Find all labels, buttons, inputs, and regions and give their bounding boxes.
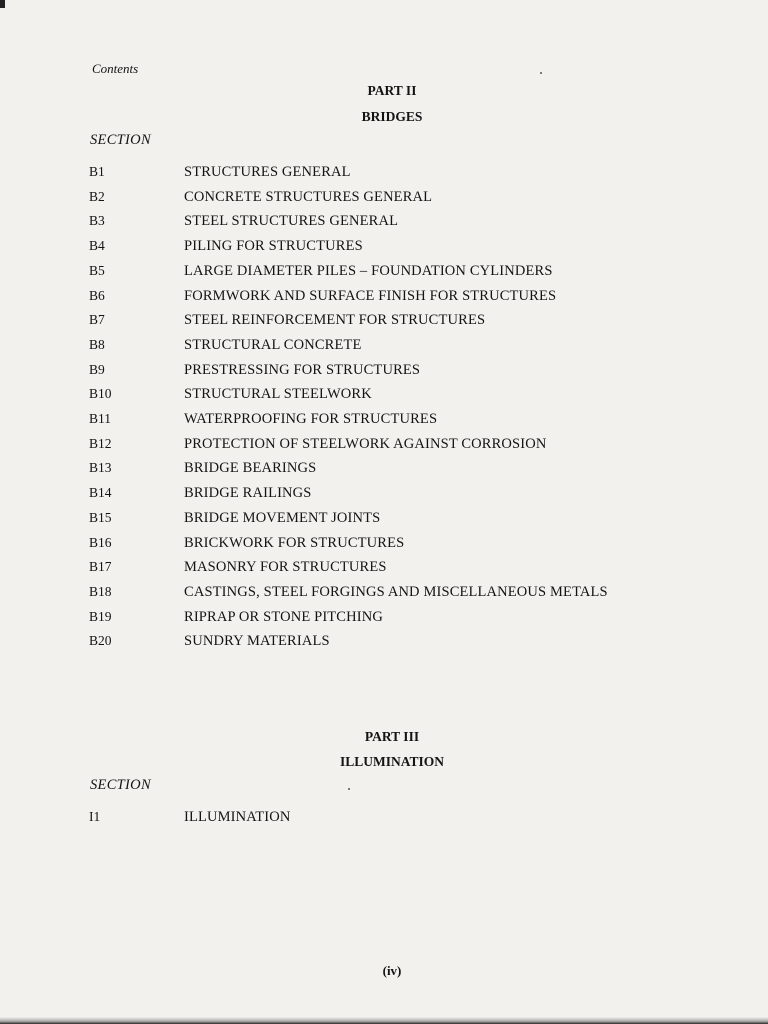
part-iii-subheading: ILLUMINATION bbox=[339, 754, 444, 769]
section-title: CONCRETE STRUCTURES GENERAL bbox=[184, 188, 433, 205]
toc-entry bbox=[0, 386, 768, 408]
section-title: STRUCTURES GENERAL bbox=[184, 164, 351, 180]
section-code: B8 bbox=[89, 336, 105, 352]
part-ii-subheading: BRIDGES bbox=[361, 109, 423, 124]
section-code: B15 bbox=[89, 509, 112, 525]
toc-entry bbox=[0, 288, 768, 310]
section-title: LARGE DIAMETER PILES – FOUNDATION CYLINDERS bbox=[184, 262, 553, 279]
toc-entry bbox=[0, 164, 768, 186]
toc-entry bbox=[0, 809, 768, 831]
toc-entry bbox=[0, 510, 768, 532]
section-title: PRESTRESSING FOR STRUCTURES bbox=[184, 361, 421, 378]
section-title: BRIDGE BEARINGS bbox=[184, 460, 317, 477]
toc-entry bbox=[0, 535, 768, 557]
section-title: WATERPROOFING FOR STRUCTURES bbox=[184, 411, 438, 427]
section-code: B7 bbox=[89, 312, 105, 328]
section-title: STEEL REINFORCEMENT FOR STRUCTURES bbox=[184, 312, 486, 329]
part-iii-heading: PART III bbox=[364, 729, 420, 744]
toc-entry bbox=[0, 584, 768, 606]
section-code: B2 bbox=[89, 188, 105, 204]
section-code: B19 bbox=[89, 608, 112, 624]
toc-entry bbox=[0, 213, 768, 235]
part-ii-heading: PART II bbox=[367, 83, 417, 98]
scan-speck bbox=[540, 72, 542, 74]
section-title: BRIDGE RAILINGS bbox=[184, 485, 312, 502]
section-title: ILLUMINATION bbox=[184, 809, 291, 825]
section-title: MASONRY FOR STRUCTURES bbox=[184, 559, 387, 576]
page-number: (iv) bbox=[382, 963, 402, 978]
running-head: Contents bbox=[92, 61, 139, 76]
toc-entry bbox=[0, 312, 768, 334]
scan-speck bbox=[348, 788, 350, 790]
toc-entry bbox=[0, 485, 768, 507]
toc-entry bbox=[0, 362, 768, 384]
toc-entry bbox=[0, 337, 768, 359]
section-code: B18 bbox=[89, 583, 112, 599]
section-code: B5 bbox=[89, 262, 105, 278]
section-title: PILING FOR STRUCTURES bbox=[184, 238, 363, 255]
section-title: RIPRAP OR STONE PITCHING bbox=[184, 608, 383, 625]
section-title: BRIDGE MOVEMENT JOINTS bbox=[184, 509, 381, 526]
section-code: B13 bbox=[89, 460, 112, 476]
section-title: CASTINGS, STEEL FORGINGS AND MISCELLANEOUS METALS bbox=[184, 583, 608, 600]
section-code: B11 bbox=[89, 411, 112, 426]
section-title: BRICKWORK FOR STRUCTURES bbox=[184, 534, 405, 551]
section-code: B3 bbox=[89, 213, 105, 229]
toc-entry bbox=[0, 633, 768, 655]
section-code: B14 bbox=[89, 485, 112, 501]
section-title: STRUCTURAL CONCRETE bbox=[184, 336, 362, 353]
scan-mark bbox=[0, 0, 5, 8]
section-code: B16 bbox=[89, 534, 112, 550]
section-code: B1 bbox=[89, 164, 105, 179]
section-title: SUNDRY MATERIALS bbox=[184, 633, 330, 650]
section-code: B6 bbox=[89, 287, 105, 303]
section-code: B12 bbox=[89, 435, 112, 451]
scan-edge bbox=[0, 1017, 768, 1024]
section-code: B4 bbox=[89, 238, 105, 254]
toc-entry bbox=[0, 411, 768, 433]
section-code: B17 bbox=[89, 559, 112, 575]
section-title: STRUCTURAL STEELWORK bbox=[184, 386, 372, 403]
section-title: FORMWORK AND SURFACE FINISH FOR STRUCTURES bbox=[184, 287, 557, 304]
part-ii-section-label: SECTION bbox=[90, 132, 151, 148]
section-code: B20 bbox=[89, 633, 112, 649]
toc-entry bbox=[0, 189, 768, 211]
section-code: B9 bbox=[89, 361, 105, 377]
section-title: PROTECTION OF STEELWORK AGAINST CORROSION bbox=[184, 435, 547, 452]
toc-entry bbox=[0, 559, 768, 581]
section-title: STEEL STRUCTURES GENERAL bbox=[184, 213, 399, 230]
toc-entry bbox=[0, 263, 768, 285]
section-code: B10 bbox=[89, 386, 112, 402]
part-iii-section-label: SECTION bbox=[90, 777, 151, 793]
toc-entry bbox=[0, 238, 768, 260]
toc-entry bbox=[0, 609, 768, 631]
toc-entry bbox=[0, 460, 768, 482]
section-code: I1 bbox=[89, 809, 101, 824]
toc-entry bbox=[0, 436, 768, 458]
